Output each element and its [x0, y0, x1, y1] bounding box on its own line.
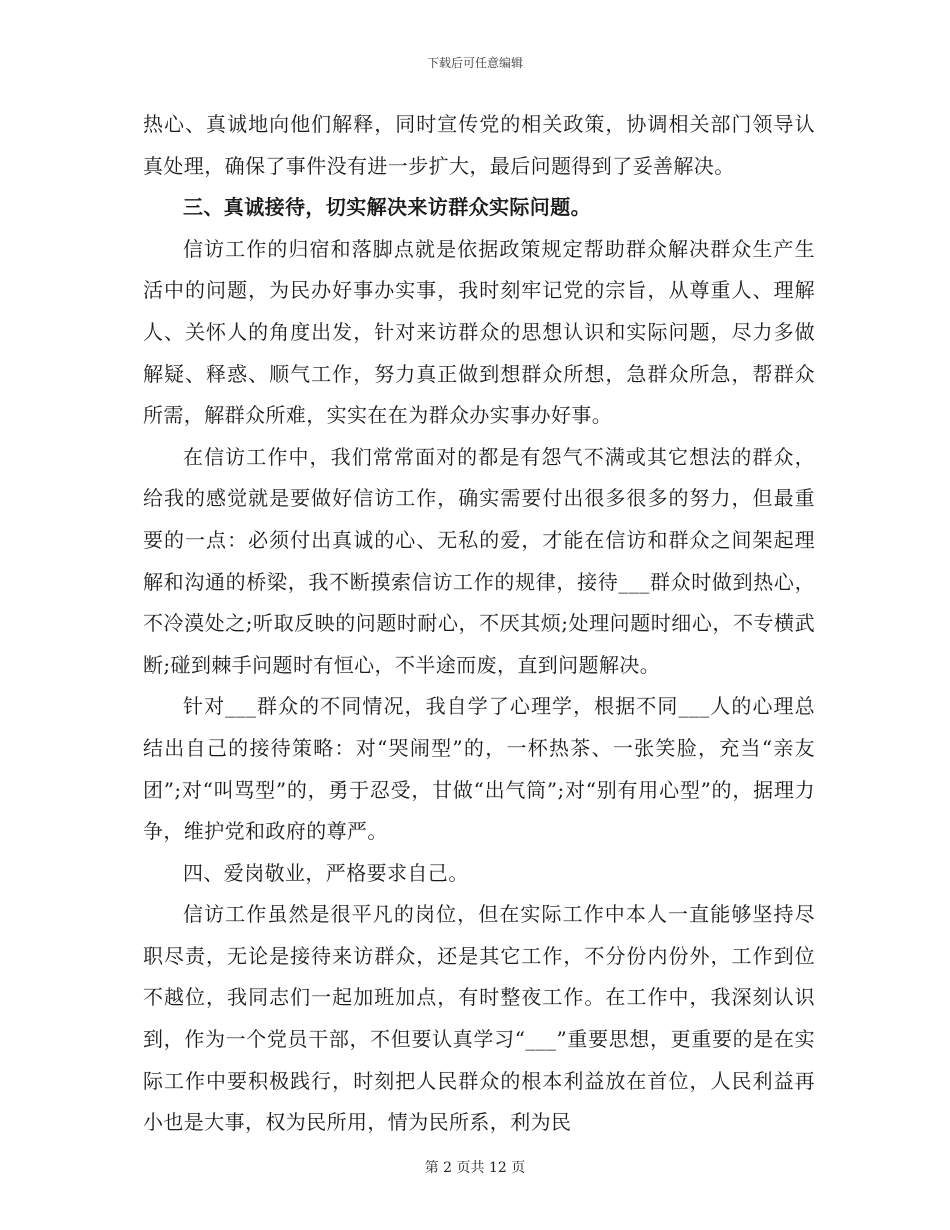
paragraph-dedication: 信访工作虽然是很平凡的岗位，但在实际工作中本人一直能够坚持尽职尽责，无论是接待来访群众，还是其它工作，不分份内份外，工作到位不越位，我同志们一起加班加点，有时整夜工作。在工作中，我深刻认识到，作为一个党员干部，不但要认真学习“___”重要思想，更重要的是在实际工作中要积极践行，时刻把人民群众的根本利益放在首位，人民利益再小也是大事，权为民所用，情为民所系，利为民	[143, 902, 815, 1135]
paragraph-petition-work: 在信访工作中，我们常常面对的都是有怨气不满或其它想法的群众，给我的感觉就是要做好信访工作，确实需要付出很多很多的努力，但最重要的一点：必须付出真诚的心、无私的爱，才能在信访和群众之间架起理解和沟通的桥梁，我不断摸索信访工作的规律，接待___群众时做到热心，不冷漠处之;听取反映的问题时耐心，不厌其烦;处理问题时细心，不专横武断;碰到棘手问题时有恒心，不半途而废，直到问题解决。	[143, 444, 815, 677]
document-body	[143, 104, 815, 1144]
paragraph-continuation: 热心、真诚地向他们解释，同时宣传党的相关政策，协调相关部门领导认真处理，确保了事件没有进一步扩大，最后问题得到了妥善解决。	[143, 112, 815, 178]
page-footer: 第 2 页共 12 页	[424, 1160, 526, 1176]
section-heading-three: 三、真诚接待，切实解决来访群众实际问题。	[183, 195, 591, 220]
page-header: 下载后可任意编辑	[426, 56, 523, 70]
paragraph-petition-purpose: 信访工作的归宿和落脚点就是依据政策规定帮助群众解决群众生产生活中的问题，为民办好事办实事，我时刻牢记党的宗旨，从尊重人、理解人、关怀人的角度出发，针对来访群众的思想认识和实际问题，尽力多做解疑、释惑、顺气工作，努力真正做到想群众所想，急群众所急，帮群众所需，解群众所难，实实在在为群众办实事办好事。	[143, 236, 815, 428]
paragraph-reception-strategy: 针对___群众的不同情况，我自学了心理学，根据不同___人的心理总结出自己的接待策略：对“哭闹型”的，一杯热茶、一张笑脸，充当“亲友团”;对“叫骂型”的，勇于忍受，甘做“出气筒”;对“别有用心型”的，据理力争，维护党和政府的尊严。	[143, 694, 815, 844]
section-heading-four: 四、爱岗敬业，严格要求自己。	[183, 860, 469, 885]
